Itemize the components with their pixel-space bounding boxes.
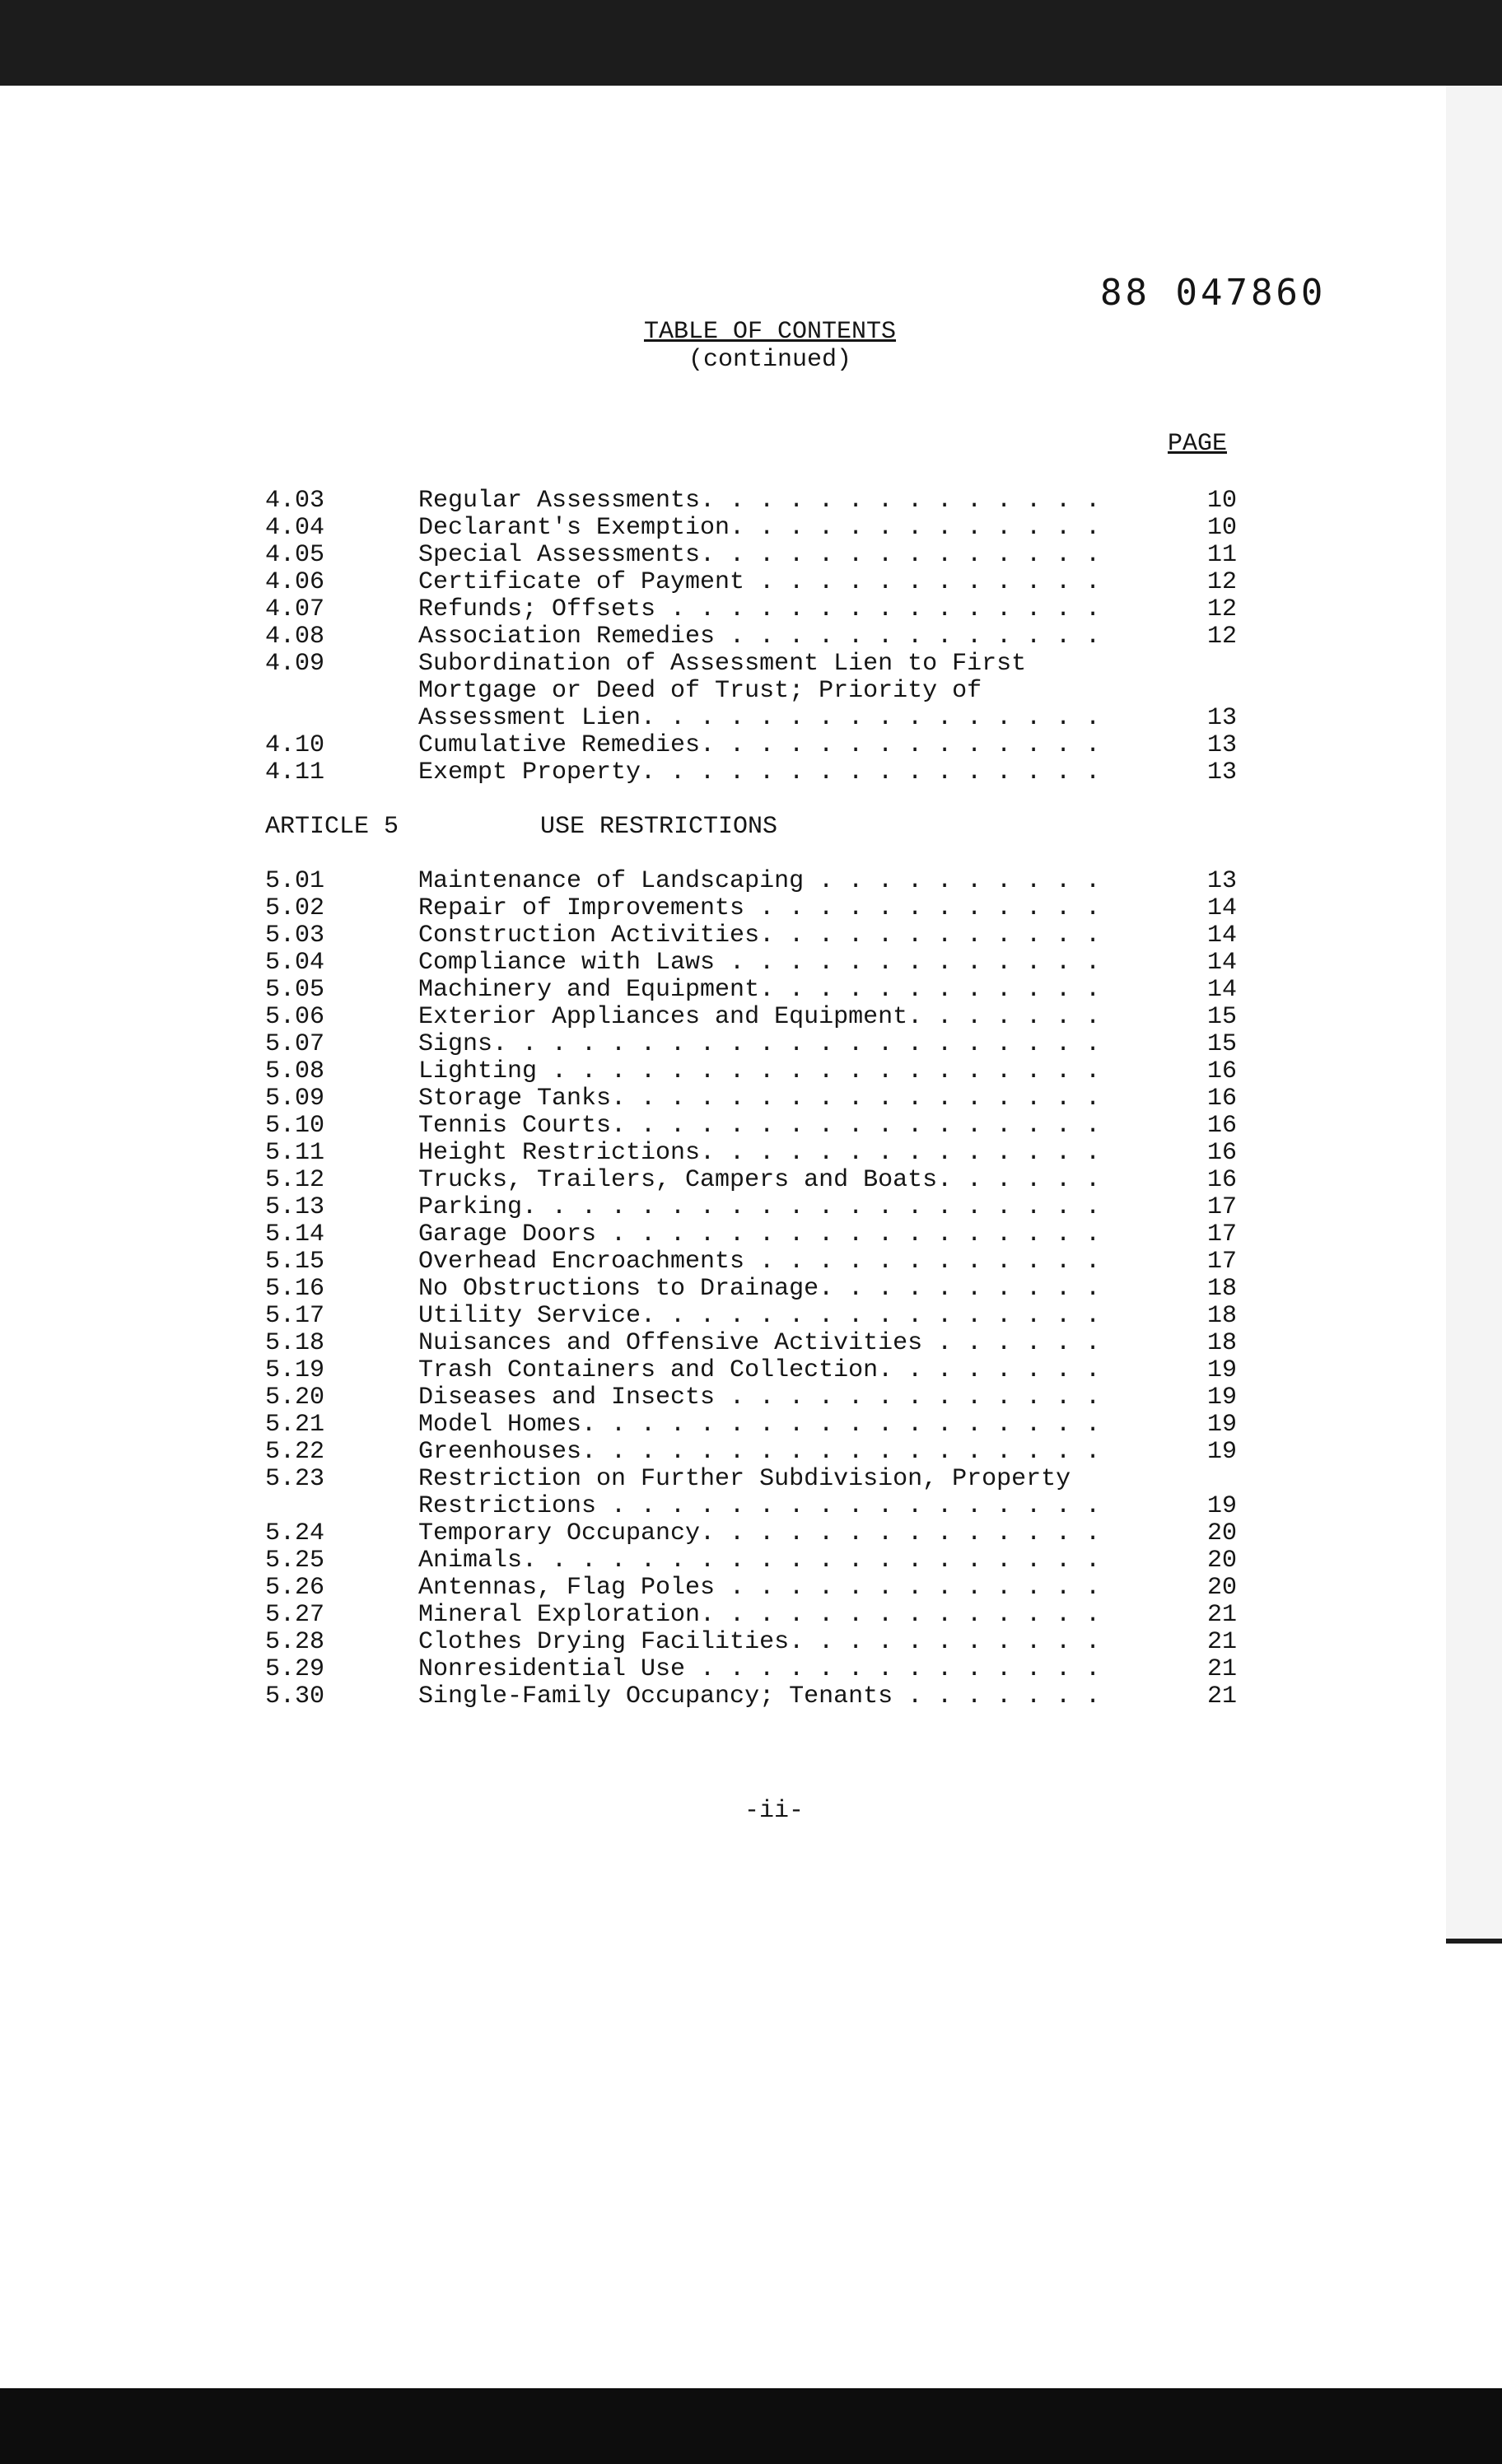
toc-entry-title: Overhead Encroachments . . . . . . . . . . . .: [418, 1248, 1101, 1276]
toc-entry-number: 5.06: [265, 1003, 325, 1031]
toc-entry-title: Utility Service. . . . . . . . . . . . . . . .: [418, 1303, 1101, 1330]
toc-entry-page: 11: [1206, 541, 1237, 569]
toc-entry: [265, 596, 1237, 623]
toc-entry-title: Restrictions . . . . . . . . . . . . . . . . .: [418, 1493, 1101, 1520]
toc-entry: [265, 732, 1237, 759]
toc-entry: [265, 1357, 1237, 1384]
toc-entry-title: Regular Assessments. . . . . . . . . . . . . .: [418, 488, 1101, 515]
toc-entry-number: 4.06: [265, 568, 325, 596]
toc-entry: [265, 868, 1237, 895]
toc-entry-title: Single-Family Occupancy; Tenants . . . . . . .: [418, 1683, 1101, 1710]
toc-entry-page: 16: [1206, 1112, 1237, 1140]
toc-entry-page: 19: [1206, 1356, 1237, 1384]
toc-entry-page: 17: [1206, 1193, 1237, 1221]
toc-entry: [265, 1167, 1237, 1194]
toc-entry: [265, 922, 1237, 950]
toc-entry: [265, 705, 1237, 732]
toc-entry: [265, 1412, 1237, 1439]
page-number-footer: -ii-: [744, 1797, 804, 1825]
toc-entry-title: Machinery and Equipment. . . . . . . . . . . .: [418, 977, 1101, 1004]
page-title: TABLE OF CONTENTS: [643, 318, 897, 346]
toc-entry-page: 14: [1206, 922, 1237, 950]
toc-entry-page: 14: [1206, 976, 1237, 1004]
toc-entry-number: 5.08: [265, 1057, 325, 1085]
document-number: 88 047860: [1100, 272, 1327, 314]
toc-entry-number: 4.07: [265, 595, 325, 623]
toc-entry: [265, 950, 1237, 977]
toc-entry-number: 5.26: [265, 1574, 325, 1602]
toc-entry-title: Certificate of Payment . . . . . . . . . . . .: [418, 569, 1101, 596]
toc-entry-title: Exterior Appliances and Equipment. . . . . . .: [418, 1004, 1101, 1031]
toc-entry: [265, 1276, 1237, 1303]
toc-entry-title: Construction Activities. . . . . . . . . . . .: [418, 922, 1101, 950]
toc-entry-number: [265, 678, 418, 705]
toc-entry-title: Signs. . . . . . . . . . . . . . . . . . . . .: [418, 1031, 1101, 1058]
toc-entry: [265, 515, 1237, 542]
toc-entry-page: 20: [1206, 1519, 1237, 1547]
toc-entry-number: 5.11: [265, 1139, 325, 1167]
toc-entry-number: 5.29: [265, 1655, 325, 1683]
toc-entry: [265, 1031, 1237, 1058]
toc-entry-title: Tennis Courts. . . . . . . . . . . . . . . . .: [418, 1113, 1101, 1140]
toc-entry-title: Nuisances and Offensive Activities . . . . . .: [418, 1330, 1101, 1357]
toc-entry-number: 4.09: [265, 650, 325, 678]
toc-entry-page: 12: [1206, 568, 1237, 596]
toc-entry: [265, 1194, 1237, 1221]
toc-entry-page: 20: [1206, 1574, 1237, 1602]
toc-entry: [265, 1493, 1237, 1520]
toc-entry-number: 4.03: [265, 487, 325, 515]
toc-entry-page: 21: [1206, 1682, 1237, 1710]
toc-entry-page: 18: [1206, 1329, 1237, 1357]
paper-lower-right: [988, 1944, 1502, 2388]
toc-entry-page: [1187, 678, 1237, 705]
toc-entry-page: 21: [1206, 1628, 1237, 1656]
toc-entry-title: Parking. . . . . . . . . . . . . . . . . . . .: [418, 1194, 1101, 1221]
toc-entry-page: 15: [1206, 1030, 1237, 1058]
toc-entry: [265, 1629, 1237, 1656]
toc-entry-page: 18: [1206, 1275, 1237, 1303]
toc-entry-number: 5.30: [265, 1682, 325, 1710]
toc-entry-number: 5.17: [265, 1302, 325, 1330]
toc-entry-page: 18: [1206, 1302, 1237, 1330]
toc-entry-number: [265, 705, 418, 732]
toc-entry-number: 5.14: [265, 1220, 325, 1248]
toc-entry-title: Temporary Occupancy. . . . . . . . . . . . . .: [418, 1520, 1101, 1547]
toc-entry-title: Nonresidential Use . . . . . . . . . . . . . .: [418, 1656, 1101, 1683]
toc-entry-number: 5.24: [265, 1519, 325, 1547]
toc-entry-title: Exempt Property. . . . . . . . . . . . . . . .: [418, 759, 1101, 786]
toc-entry-title: Clothes Drying Facilities. . . . . . . . . . .: [418, 1629, 1101, 1656]
toc-entry-page: 16: [1206, 1057, 1237, 1085]
toc-entry: [265, 1140, 1237, 1167]
toc-entry-page: 12: [1206, 595, 1237, 623]
toc-entry-number: 5.09: [265, 1085, 325, 1113]
toc-entry-page: 20: [1206, 1547, 1237, 1575]
toc-entry-title: Model Homes. . . . . . . . . . . . . . . . . .: [418, 1412, 1101, 1439]
toc-entry: [265, 1330, 1237, 1357]
toc-entry: [265, 1439, 1237, 1466]
toc-entry-title: Height Restrictions. . . . . . . . . . . . . .: [418, 1140, 1101, 1167]
toc-entry-title: Storage Tanks. . . . . . . . . . . . . . . . .: [418, 1085, 1101, 1113]
toc-entry-page: 19: [1206, 1384, 1237, 1412]
toc-entry-title: Animals. . . . . . . . . . . . . . . . . . . .: [418, 1547, 1101, 1575]
toc-entry-number: 5.21: [265, 1411, 325, 1439]
toc-entry-number: 4.08: [265, 623, 325, 651]
toc-entry-title: Mineral Exploration. . . . . . . . . . . . . .: [418, 1602, 1101, 1629]
toc-entry-title: Refunds; Offsets . . . . . . . . . . . . . . .: [418, 596, 1101, 623]
toc-entry: [265, 1248, 1237, 1276]
toc-entry-page: 13: [1206, 758, 1237, 786]
toc-entry-number: 4.04: [265, 514, 325, 542]
toc-entry: [265, 977, 1237, 1004]
toc-entry-number: 5.01: [265, 867, 325, 895]
toc-entry: [265, 1466, 1237, 1493]
toc-entry-number: 5.20: [265, 1384, 325, 1412]
toc-entry-page: [1187, 651, 1237, 678]
toc-entry-title: Assessment Lien. . . . . . . . . . . . . . . .: [418, 705, 1101, 732]
toc-entry-title: Restriction on Further Subdivision, Property: [418, 1466, 1071, 1493]
toc-entry-title: Trash Containers and Collection. . . . . . . .: [418, 1357, 1101, 1384]
toc-entry-title: Trucks, Trailers, Campers and Boats. . . . . .: [418, 1167, 1101, 1194]
page-column-header: PAGE: [1168, 430, 1228, 458]
toc-entry: [265, 1547, 1237, 1575]
toc-entry-title: Lighting . . . . . . . . . . . . . . . . . . .: [418, 1058, 1101, 1085]
toc-entry: [265, 895, 1237, 922]
toc-entry: [265, 1602, 1237, 1629]
toc-entry: [265, 542, 1237, 569]
toc-entry-number: 5.13: [265, 1193, 325, 1221]
toc-entry-page: 16: [1206, 1166, 1237, 1194]
toc-entry-title: Declarant's Exemption. . . . . . . . . . . . .: [418, 515, 1101, 542]
article-title: USE RESTRICTIONS: [540, 813, 778, 841]
toc-entry-page: 10: [1206, 487, 1237, 515]
toc-entry: [265, 678, 1237, 705]
toc-entry: [265, 1221, 1237, 1248]
toc-entry-page: 19: [1206, 1411, 1237, 1439]
toc-entry-page: 16: [1206, 1139, 1237, 1167]
toc-entry-number: 5.15: [265, 1248, 325, 1276]
toc-entry-number: 5.12: [265, 1166, 325, 1194]
toc-entry-page: 21: [1206, 1601, 1237, 1629]
toc-entry-number: 4.10: [265, 731, 325, 759]
toc-section-5: [265, 868, 1237, 1710]
toc-entry: [265, 1113, 1237, 1140]
toc-entry-number: 5.05: [265, 976, 325, 1004]
toc-entry-title: Greenhouses. . . . . . . . . . . . . . . . . .: [418, 1439, 1101, 1466]
toc-entry: [265, 1384, 1237, 1412]
toc-entry-title: Association Remedies . . . . . . . . . . . . .: [418, 623, 1101, 651]
toc-entry-page: 17: [1206, 1248, 1237, 1276]
toc-entry-page: 14: [1206, 894, 1237, 922]
toc-entry-number: 5.27: [265, 1601, 325, 1629]
toc-entry: [265, 1085, 1237, 1113]
toc-entry: [265, 488, 1237, 515]
article-heading: [265, 814, 1237, 841]
toc-entry-title: Special Assessments. . . . . . . . . . . . . .: [418, 542, 1101, 569]
toc-entry-title: Subordination of Assessment Lien to First: [418, 651, 1027, 678]
toc-entry-number: 4.11: [265, 758, 325, 786]
toc-entry-page: 13: [1206, 704, 1237, 732]
toc-entry: [265, 1683, 1237, 1710]
toc-entry-number: [265, 1493, 418, 1520]
toc-entry: [265, 1575, 1237, 1602]
toc-entry-number: 5.28: [265, 1628, 325, 1656]
toc-entry-page: 16: [1206, 1085, 1237, 1113]
toc-entry-number: 5.02: [265, 894, 325, 922]
toc-entry-title: Maintenance of Landscaping . . . . . . . . . .: [418, 868, 1101, 895]
toc-entry: [265, 569, 1237, 596]
toc-entry: [265, 1058, 1237, 1085]
toc-entry-title: Mortgage or Deed of Trust; Priority of: [418, 678, 982, 705]
toc-entry-page: [1187, 1466, 1237, 1493]
toc-entry-number: 5.18: [265, 1329, 325, 1357]
toc-entry-page: 19: [1206, 1438, 1237, 1466]
toc-entry-page: 13: [1206, 731, 1237, 759]
toc-entry-page: 12: [1206, 623, 1237, 651]
toc-entry-number: 5.07: [265, 1030, 325, 1058]
toc-entry-number: 5.25: [265, 1547, 325, 1575]
toc-entry: [265, 1656, 1237, 1683]
article-label: ARTICLE 5: [265, 813, 399, 841]
toc-entry-page: 19: [1206, 1492, 1237, 1520]
toc-entry-number: 5.22: [265, 1438, 325, 1466]
toc-entry-number: 5.10: [265, 1112, 325, 1140]
toc-entry-number: 5.23: [265, 1465, 325, 1493]
toc-entry-title: Garage Doors . . . . . . . . . . . . . . . . .: [418, 1221, 1101, 1248]
toc-entry: [265, 1520, 1237, 1547]
toc-entry-page: 14: [1206, 949, 1237, 977]
toc-entry-title: No Obstructions to Drainage. . . . . . . . . .: [418, 1276, 1101, 1303]
toc-entry-number: 5.03: [265, 922, 325, 950]
toc-entry-page: 17: [1206, 1220, 1237, 1248]
toc-entry: [265, 1303, 1237, 1330]
toc-entry-number: 5.19: [265, 1356, 325, 1384]
table-of-contents: [265, 488, 1237, 1710]
toc-entry: [265, 623, 1237, 651]
toc-entry-page: 21: [1206, 1655, 1237, 1683]
toc-entry-page: 10: [1206, 514, 1237, 542]
toc-section-4: [265, 488, 1237, 786]
toc-entry: [265, 1004, 1237, 1031]
toc-entry-page: 13: [1206, 867, 1237, 895]
page-subtitle: (continued): [688, 346, 852, 374]
scan-border-bottom: [0, 2388, 1502, 2464]
toc-entry-number: 5.04: [265, 949, 325, 977]
toc-entry-title: Antennas, Flag Poles . . . . . . . . . . . . .: [418, 1575, 1101, 1602]
toc-entry-title: Repair of Improvements . . . . . . . . . . . .: [418, 895, 1101, 922]
toc-entry-number: 4.05: [265, 541, 325, 569]
toc-entry-title: Cumulative Remedies. . . . . . . . . . . . . .: [418, 732, 1101, 759]
toc-entry: [265, 651, 1237, 678]
toc-entry-page: 15: [1206, 1003, 1237, 1031]
toc-entry-number: 5.16: [265, 1275, 325, 1303]
toc-entry-title: Compliance with Laws . . . . . . . . . . . . .: [418, 950, 1101, 977]
toc-entry: [265, 759, 1237, 786]
toc-entry-title: Diseases and Insects . . . . . . . . . . . . .: [418, 1384, 1101, 1412]
